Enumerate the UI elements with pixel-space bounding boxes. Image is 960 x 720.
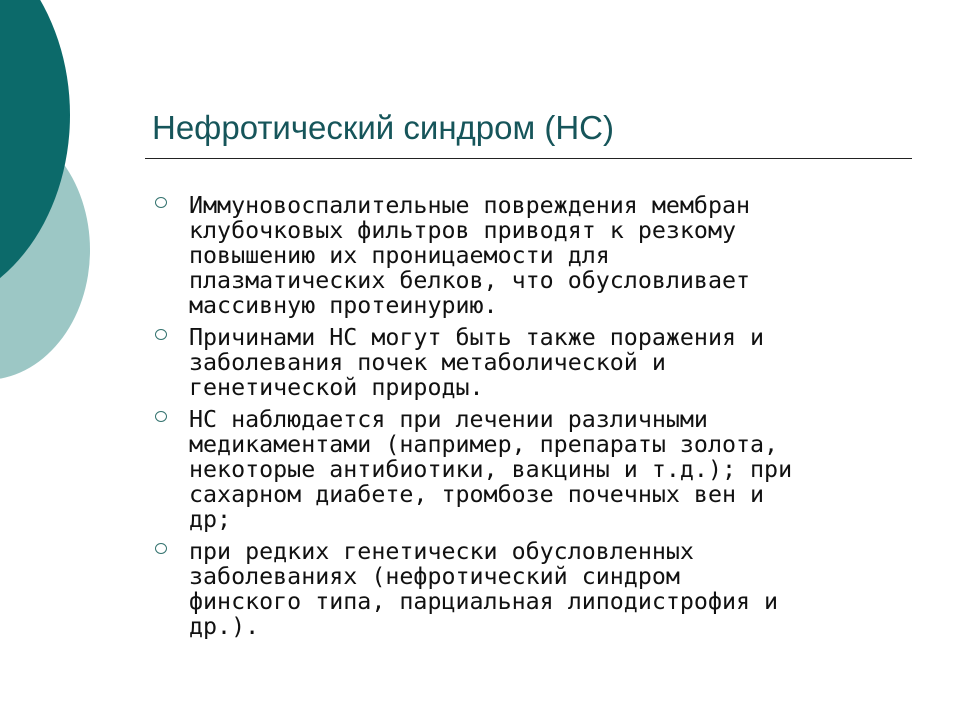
bullet-item [152, 325, 902, 400]
bullet-text-line: др; [189, 506, 232, 533]
bullet-item [152, 193, 902, 318]
title-underline [145, 158, 912, 159]
bullet-text-line: сахарном диабете, тромбозе почечных вен и [189, 481, 765, 508]
bullet-list [152, 193, 902, 646]
bullet-text-line: НС наблюдается при лечении различными [189, 406, 708, 433]
bullet-text-line: повышению их проницаемости для [189, 242, 610, 269]
bullet-text-line: массивную протеинурию. [189, 292, 498, 319]
bullet-text-line: Иммуновоспалительные повреждения мембран [189, 192, 751, 219]
bullet-text-line: некоторые антибиотики, вакцины и т.д.); при [189, 456, 793, 483]
hollow-circle-bullet-icon [155, 197, 167, 208]
bullet-text-line: при редких генетически обусловленных [189, 538, 694, 565]
hollow-circle-bullet-icon [155, 411, 167, 422]
bullet-text-line: заболевания почек метаболической и [189, 349, 666, 376]
hollow-circle-bullet-icon [155, 329, 167, 340]
hollow-circle-bullet-icon [155, 543, 167, 554]
bullet-text-line: заболеваниях (нефротический синдром [189, 563, 680, 590]
bullet-text-line: генетической природы. [189, 374, 484, 401]
bullet-text-line: др.). [189, 613, 260, 640]
bullet-item [152, 407, 902, 532]
bullet-item [152, 539, 902, 639]
bullet-text-line: Причинами НС могут быть также поражения и [189, 324, 765, 351]
bullet-text-line: плазматических белков, что обусловливает [189, 267, 751, 294]
bullet-text-line: медикаментами (например, препараты золота, [189, 431, 779, 458]
bullet-text-line: клубочковых фильтров приводят к резкому [189, 217, 737, 244]
bullet-text-line: финского типа, парциальная липодистрофия и [189, 588, 779, 615]
slide-title: Нефротический синдром (НС) [152, 109, 614, 146]
